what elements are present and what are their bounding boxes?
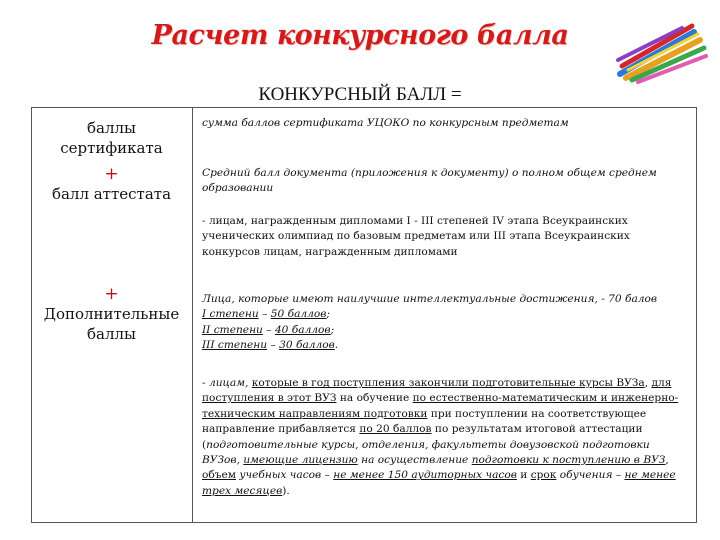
plus-sign: + bbox=[104, 284, 119, 304]
label-certificate-points: баллы сертификата bbox=[60, 119, 163, 157]
prep-courses-description: - лицам, которые в год поступления закончили подготовительные курсы ВУЗа, для поступления в этот ВУЗ на обучение по естественно-математическим и инженерно-техническим направлениям подготовки при поступлении на соответствующее направление прибавляется по 20 баллов по результатам итоговой аттестации (подготовительные курсы, отделения, факультеты довузовской подготовки ВУЗов, имеющие лицензию на осуществление подготовки к поступлению в ВУЗ, объем учебных часов – не менее 150 аудиторных часов и срок обучения – не менее трех месяцев). bbox=[202, 377, 679, 497]
achievements-text: Лица, которые имеют наилучшие интеллектуальные достижения, - 70 балов bbox=[202, 293, 658, 305]
attestat-description: Средний балл документа (приложения к документу) о полном общем среднем образовании bbox=[202, 167, 657, 195]
page-title: Расчет конкурсного балла bbox=[151, 20, 569, 51]
crayons-icon bbox=[612, 22, 712, 84]
column-divider bbox=[192, 107, 193, 523]
label-additional-points: + Дополнительные баллы bbox=[31, 284, 192, 344]
plus-sign: + bbox=[104, 164, 119, 184]
achievements-block: Лица, которые имеют наилучшие интеллектуальные достижения, - 70 балов I степени – 50 баллов; II степени – 40 баллов; III степени – 30 баллов. bbox=[202, 293, 658, 352]
olympiad-description: - лицам, награжденным дипломами I - III степеней IV этапа Всеукраинских ученических олимпиад по базовым предметам или III этапа Всеукраинских конкурсов лицам, награжденным дипломами bbox=[202, 215, 630, 258]
certificate-description: сумма баллов сертификата УЦОКО по конкурсным предметам bbox=[202, 117, 569, 129]
label-attestat-score: + балл аттестата bbox=[31, 164, 192, 204]
formula-heading: КОНКУРСНЫЙ БАЛЛ = bbox=[258, 84, 462, 105]
